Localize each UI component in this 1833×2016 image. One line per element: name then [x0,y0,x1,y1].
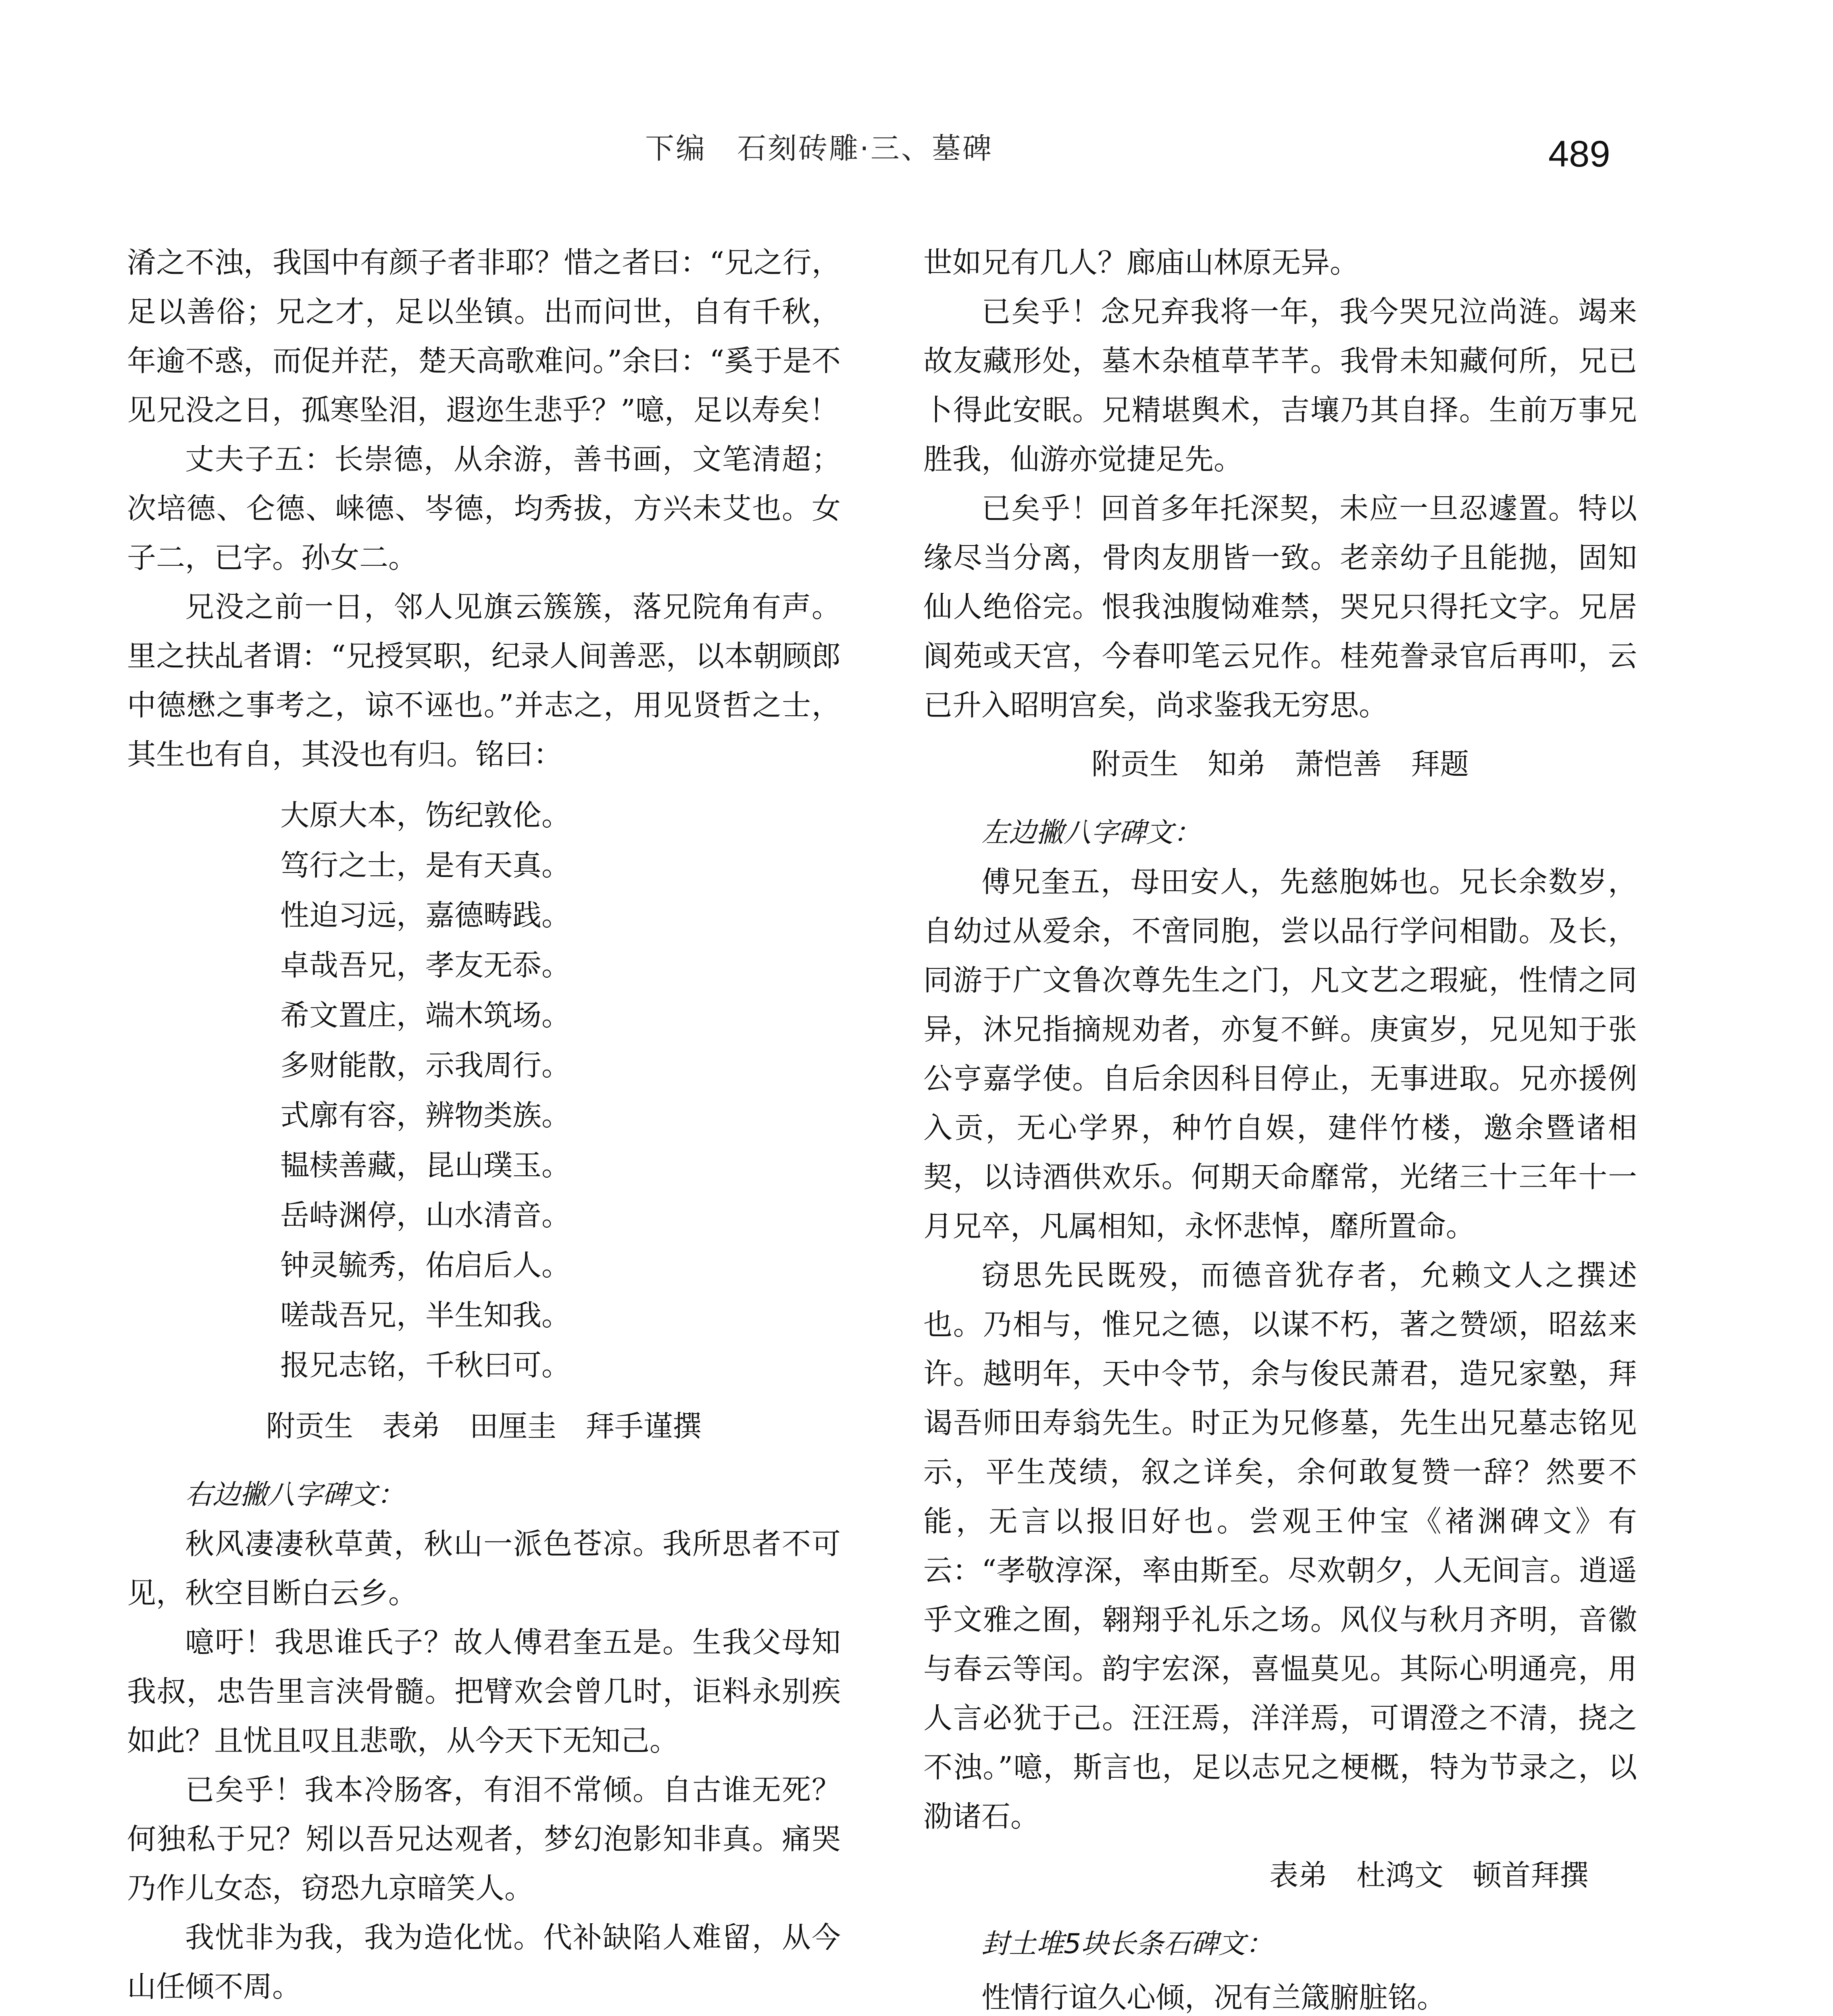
inscription-verse [280,790,841,1390]
verse-line: 大原大本，饬纪敦伦。 [280,798,571,832]
section-heading: 右边撇八字碑文： [185,1479,405,1511]
paragraph: 世如兄有几人？廊庙山林原无异。 [923,246,1359,279]
verse-line: 性迫习远，嘉德畴践。 [280,898,571,932]
paragraph: 噫吁！我思谁氏子？故人傅君奎五是。生我父母知我叔，忠告里言浃骨髓。把臂欢会曾几时，讵料永别疾如此？且忧且叹且悲歌，从今天下无知己。 [127,1625,841,1758]
signature: 表弟 杜鸿文 顿首拜撰 [1269,1858,1589,1892]
paragraph: 我忧非为我，我为造化忧。代补缺陷人难留，从今山任倾不周。 [127,1920,841,2004]
left-column [127,238,841,2016]
paragraph: 窃思先民既殁，而德音犹存者，允赖文人之撰述也。乃相与，惟兄之德，以谋不朽，著之赞颂，昭兹来许。越明年，天中令节，余与俊民萧君，造兄家塾，拜谒吾师田寿翁先生。时正为兄修墓，先生出兄墓志铭见示，平生茂绩，叙之详矣，余何敢复赞一辞？然要不能，无言以报旧好也。尝观王仲宝《褚渊碑文》有云：“孝敬淳深，率由斯至。尽欢朝夕，人无间言。逍遥乎文雅之囿，翱翔乎礼乐之场。风仪与秋月齐明，音徽与春云等闰。韵宇宏深，喜愠莫见。其际心明通亮，用人言必犹于己。汪汪焉，洋洋焉，可谓澄之不清，挠之不浊。”噫，斯言也，足以志兄之梗概，特为节录之，以泐诸石。 [923,1258,1637,1833]
verse-line: 式廓有容，辨物类族。 [280,1098,571,1132]
running-head: 下编 石刻砖雕·三、墓碑 [645,131,993,165]
signature: 附贡生 知弟 萧恺善 拜题 [1091,747,1469,781]
paragraph: 傅兄奎五，母田安人，先慈胞姊也。兄长余数岁，自幼过从爱余，不啻同胞，尝以品行学问相勖。及长，同游于广文鲁次尊先生之门，凡文艺之瑕疵，性情之同异，沐兄指摘规劝者，亦复不鲜。庚寅岁，兄见知于张公亨嘉学使。自后余因科目停止，无事进取。兄亦援例入贡，无心学界，种竹自娱，建伴竹楼，邀余暨诸相契，以诗酒供欢乐。何期天命靡常，光绪三十三年十一月兄卒，凡属相知，永怀悲悼，靡所置命。 [923,865,1637,1243]
paragraph: 淆之不浊，我国中有颜子者非耶？惜之者曰：“兄之行，足以善俗；兄之才，足以坐镇。出而问世，自有千秋，年逾不惑，而促并茫，楚天高歌难问。”余曰：“奚于是不见兄没之日，孤寒坠泪，遐迩生悲乎？”噫，足以寿矣！ [127,246,841,427]
section-heading: 左边撇八字碑文： [981,817,1201,849]
verse-line: 岳峙渊停，山水清音。 [280,1198,571,1232]
verse-line: 多财能散，示我周行。 [280,1048,571,1082]
poem-line: 性情行谊久心倾，况有兰箴腑脏铭。 [981,1981,1446,2014]
verse-line: 钟灵毓秀，佑启后人。 [280,1248,571,1282]
verse-line: 嗟哉吾兄，半生知我。 [280,1298,571,1332]
paragraph: 兄没之前一日，邻人见旗云簇簇，落兄院角有声。里之扶乩者谓：“兄授冥职，纪录人间善恶，以本朝顾郎中德懋之事考之，谅不诬也。”并志之，用见贤哲之士，其生也有自，其没也有归。铭曰： [127,590,841,771]
paragraph: 秋风凄凄秋草黄，秋山一派色苍凉。我所思者不可见，秋空目断白云乡。 [127,1527,841,1610]
poem [981,1972,1637,2016]
verse-line: 报兄志铭，千秋曰可。 [280,1348,571,1382]
paragraph: 已矣乎！念兄弃我将一年，我今哭兄泣尚涟。竭来故友藏形处，墓木杂植草芊芊。我骨未知藏何所，兄已卜得此安眠。兄精堪舆术，吉壤乃其自择。生前万事兄胜我，仙游亦觉捷足先。 [923,295,1637,476]
verse-line: 希文置庄，端木筑场。 [280,998,571,1032]
right-column [923,238,1637,2016]
verse-line: 笃行之士，是有天真。 [280,848,571,882]
page-number: 489 [1548,133,1610,175]
verse-line: 韫椟善藏，昆山璞玉。 [280,1148,571,1182]
paragraph: 已矣乎！我本冷肠客，有泪不常倾。自古谁无死？何独私于兄？矧以吾兄达观者，梦幻泡影知非真。痛哭乃作儿女态，窃恐九京暗笑人。 [127,1773,841,1905]
section-heading: 封土堆5块长条石碑文： [981,1928,1273,1960]
paragraph [127,2011,841,2016]
paragraph: 已矣乎！回首多年托深契，未应一旦忍遽置。特以缘尽当分离，骨肉友朋皆一致。老亲幼子且能抛，固知仙人绝俗完。恨我浊腹恸难禁，哭兄只得托文字。兄居阆苑或天宫，今春叩笔云兄作。桂苑誊录官后再叩，云已升入昭明宫矣，尚求鉴我无穷思。 [923,492,1637,722]
verse-line: 卓哉吾兄，孝友无忝。 [280,948,571,982]
signature: 附贡生 表弟 田厘圭 拜手谨撰 [266,1409,702,1443]
paragraph: 丈夫子五：长崇德，从余游，善书画，文笔清超；次培德、仑德、崃德、岑德，均秀拔，方兴未艾也。女子二，已字。孙女二。 [127,442,841,575]
